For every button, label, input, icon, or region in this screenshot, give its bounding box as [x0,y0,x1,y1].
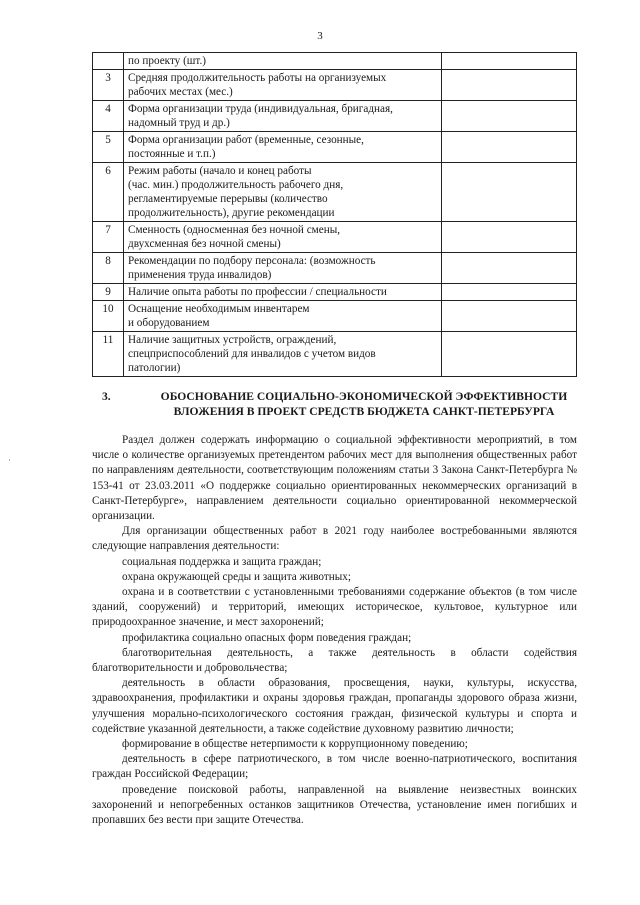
table-row [93,163,577,222]
row-description-line: постоянные и т.п.) [128,148,216,160]
row-description [124,301,442,332]
row-number: 8 [93,253,124,284]
row-description-line: Форма организации труда (индивидуальная, бригадная, [128,103,393,115]
row-description-line: Средняя продолжительность работы на организуемых [128,72,387,84]
row-value-cell [442,332,577,377]
row-description-line: патологии) [128,362,181,374]
row-value-cell [442,301,577,332]
list-item: охрана окружающей среды и защита животных; [122,570,351,583]
table-row [93,132,577,163]
section-title-line: ОБОСНОВАНИЕ СОЦИАЛЬНО-ЭКОНОМИЧЕСКОЙ ЭФФЕКТИВНОСТИ [160,390,568,403]
list-item: деятельность в сфере патриотического, в том числе военно-патриотического, воспитания граждан Российской Федерации; [92,753,577,781]
table-row [93,253,577,284]
page-number: 3 [317,30,323,42]
row-value-cell [442,222,577,253]
row-number: 5 [93,132,124,163]
table-row [93,332,577,377]
list-item: проведение поисковой работы, направленной на выявление неизвестных воинских захоронений и непогребенных останков защитников Отечества, установление имен погибших и пропавших без вести при защите Отечества. [92,783,577,827]
row-number: 11 [93,332,124,377]
row-description [124,132,442,163]
row-description [124,222,442,253]
section-title [144,389,584,419]
table-row [93,284,577,301]
row-description-line: регламентируемые перерывы (количество [128,193,328,205]
table-row [93,53,577,70]
row-number: 10 [93,301,124,332]
list-item: благотворительная деятельность, а также деятельность в области содействия благотворительности и добровольчества; [92,646,577,675]
row-description-line: Наличие защитных устройств, ограждений, [128,334,337,346]
row-description [124,253,442,284]
row-description-line: Наличие опыта работы по профессии / специальности [128,286,387,298]
row-description-line: по проекту (шт.) [128,55,206,67]
row-description-line: Режим работы (начало и конец работы [128,165,312,177]
row-description [124,101,442,132]
row-value-cell [442,101,577,132]
list-item: деятельность в области образования, просвещения, науки, культуры, искусства, здравоохранения, профилактики и охраны здоровья граждан, пропаганды здорового образа жизни, улучшения морально-психологического состояния граждан, физической культуры и спорта и содействие указанной деятельности, а также содействие духовному развитию личности; [92,677,577,735]
row-value-cell [442,163,577,222]
list-item: охрана и в соответствии с установленными требованиями содержание объектов (в том числе зданий, сооружений) и территорий, имеющих историческое, культовое, культурное или природоохранное значение, и мест захоронений; [92,586,577,629]
paragraph: Для организации общественных работ в 2021 году наиболее востребованными являются следующие направления деятельности: [92,525,577,553]
row-description-line: Оснащение необходимым инвентарем [128,303,310,315]
body-text [92,433,577,828]
row-description-line: надомный труд и др.) [128,117,230,129]
list-item: социальная поддержка и защита граждан; [122,555,322,568]
row-description-line: (час. мин.) продолжительность рабочего дня, [128,179,344,191]
row-number: 3 [93,70,124,101]
list-item: профилактика социально опасных форм поведения граждан; [122,631,412,644]
row-number: 7 [93,222,124,253]
list-item: формирование в обществе нетерпимости к коррупционному поведению; [122,738,468,751]
row-value-cell [442,70,577,101]
row-description [124,332,442,377]
table-row [93,70,577,101]
table-row [93,222,577,253]
row-number: 6 [93,163,124,222]
row-number [93,53,124,70]
row-description-line: продолжительность), другие рекомендации [128,207,335,219]
row-number: 4 [93,101,124,132]
row-description-line: рабочих местах (мес.) [128,86,233,98]
row-value-cell [442,284,577,301]
row-description-line: и оборудованием [128,317,210,329]
row-description-line: Сменность (односменная без ночной смены, [128,224,341,236]
margin-mark: · [8,455,11,465]
row-description-line: спецприспособлений для инвалидов с учетом видов [128,348,376,360]
row-description-line: применения труда инвалидов) [128,269,272,281]
row-value-cell [442,132,577,163]
table-row [93,301,577,332]
row-description [124,70,442,101]
table-row [93,101,577,132]
row-description [124,163,442,222]
row-value-cell [442,253,577,284]
section-number: 3. [102,390,111,403]
row-description [124,284,442,301]
row-description [124,53,442,70]
section-title-line: ВЛОЖЕНИЯ В ПРОЕКТ СРЕДСТВ БЮДЖЕТА САНКТ-ПЕТЕРБУРГА [173,405,555,418]
paragraph: Раздел должен содержать информацию о социальной эффективности мероприятий, в том числе о количестве организуемых претендентом рабочих мест для выполнения общественных работ по направлениям деятельности, соответствующим положениям статьи 3 Закона Санкт-Петербурга № 153-41 от 23.03.2011 «О поддержке социально ориентированных некоммерческих организаций в Санкт-Петербурге», направлением деятельности социально ориентированной некоммерческой организации. [92,434,577,523]
row-description-line: двухсменная без ночной смены) [128,238,281,250]
row-description-line: Форма организации работ (временные, сезонные, [128,134,364,146]
requirements-table [92,52,577,377]
row-value-cell [442,53,577,70]
row-description-line: Рекомендации по подбору персонала: (возможность [128,255,376,267]
row-number: 9 [93,284,124,301]
